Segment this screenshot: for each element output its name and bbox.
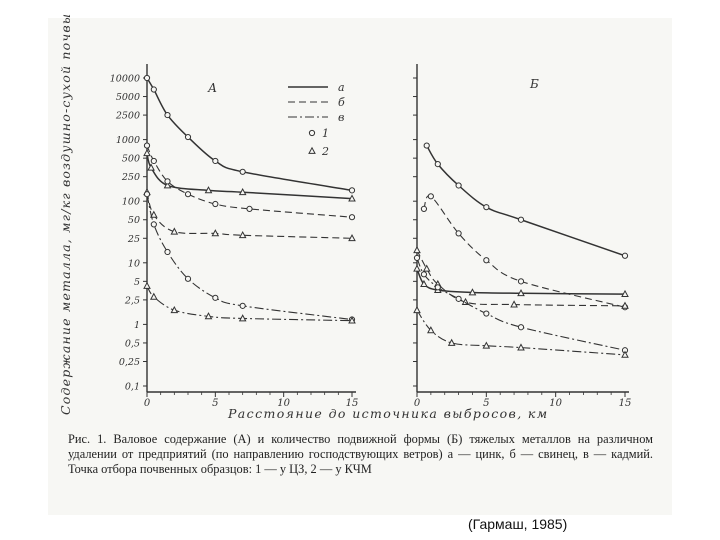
panel-0-series-b-1-point [165,179,170,184]
panel-0-series-a-2-line [147,153,352,198]
panel-0-series-a-1-point [349,188,354,193]
panel-1-series-v-1-point [518,325,523,330]
panel-1-series-a-1-point [484,205,489,210]
panel-0-y-tick-label-9: 10 [127,258,140,270]
panel-1-series-a-1-point [435,162,440,167]
panel-0-series-b-1-point [247,206,252,211]
panel-0-series-v-1-point [213,295,218,300]
panel-0-y-tick-label-10: 5 [133,276,140,288]
panel-1-series-a-1-line [427,146,625,256]
panel-0-series-v-2-line [147,286,352,321]
panel-1-x-tick-label-1: 5 [483,398,490,409]
panel-0-y-tick-label-2: 2500 [115,110,140,122]
panel-0-y-tick-label-4: 500 [121,153,140,165]
panel-1-series-b-1-line [424,196,625,308]
panel-0-series-v-2-point [151,294,157,300]
panel-0-series-v-1-point [151,222,156,227]
panel-0-y-tick-label-6: 100 [121,196,140,208]
panel-0-y-tick-label-8: 25 [127,233,140,245]
panel-0-series-a-1-point [144,75,149,80]
panel-1-series-a-1-point [622,253,627,258]
panel-0-x-tick-label-2: 10 [277,398,291,409]
panel-0-y-tick-label-1: 5000 [115,92,140,104]
panel-1-series-b-1-point [484,258,489,263]
source-citation: (Гармаш, 1985) [468,516,568,532]
panel-1-series-v-1-point [456,296,461,301]
panel-1-series-a-1-point [456,183,461,188]
panel-1-series-v-1-point [435,285,440,290]
panel-0-series-a-1-point [151,87,156,92]
legend-marker-2 [309,148,315,154]
panel-0-series-a-1-point [165,112,170,117]
panel-0-series-v-2-point [144,283,150,289]
panel-0-series-b-1-point [213,201,218,206]
panel-1-series-b-1-point [456,231,461,236]
panel-1-series-v-1-point [484,311,489,316]
panel-1-series-b-2-point [424,266,430,272]
panel-0-y-tick-label-14: 0,25 [118,356,140,368]
legend-marker-1 [309,130,314,135]
panel-1-x-tick-label-0: 0 [413,398,421,409]
x-axis-label: Расстояние до источника выбросов, км [228,406,549,421]
panel-0-label: А [208,81,218,95]
panel-0-y-tick-label-5: 250 [121,172,140,184]
panel-1-series-b-2-line [417,250,625,306]
panel-0-series-v-1-point [144,192,149,197]
legend-marker-label-2: 2 [322,145,329,158]
panel-0-series-v-1-line [147,194,352,319]
panel-0-y-tick-label-0: 10000 [109,73,140,85]
panel-1-series-b-2-point [414,247,420,253]
panel-1-series-v-2-point [414,307,420,313]
panel-0-series-a-1-point [213,158,218,163]
panel-0-series-b-1-point [144,143,149,148]
panel-0-y-tick-label-3: 1000 [115,135,140,147]
panel-1-series-b-1-point [428,194,433,199]
panel-0-x-tick-label-3: 15 [345,398,359,409]
panel-0-series-v-1-point [240,303,245,308]
figure-caption-text: Рис. 1. Валовое содержание (А) и количество подвижной формы (Б) тяжелых металлов на различном удалении от предприятий (по направлению господствующих ветров) а — цинк, б — свинец, в — кадмий. Точка отбора почвенных образцов: 1 — у ЦЗ, 2 — у КЧМ [68,432,653,476]
panel-0-x-tick-label-0: 0 [143,398,151,409]
panel-0-series-v-1-point [185,276,190,281]
panel-1-x-tick-label-3: 15 [618,398,632,409]
panel-0-y-tick-label-15: 0,1 [124,381,140,393]
panel-0-x-tick-label-1: 5 [212,398,219,409]
legend-label-a: а [338,81,345,94]
panel-0-series-b-1-point [349,215,354,220]
panel-1-series-v-1-line [417,258,625,350]
panel-0-series-b-1-point [151,158,156,163]
figure-caption [68,432,653,477]
panel-0-y-tick-label-13: 0,5 [124,338,140,350]
panel-0-series-v-1-point [165,249,170,254]
panel-0-series-a-1-point [240,169,245,174]
legend-marker-label-1: 1 [322,127,329,140]
panel-1-series-v-1-point [421,272,426,277]
panel-1-series-a-1-point [424,143,429,148]
panel-0-y-tick-label-11: 2,5 [124,295,140,307]
panel-0-y-tick-label-12: 1 [133,319,140,331]
panel-0-y-tick-label-7: 50 [127,215,140,227]
panel-1-series-a-2-point [414,266,420,272]
panel-1-series-b-1-point [421,206,426,211]
y-axis-label: Содержание металла, мг/кг воздушно-сухой почвы [58,12,73,415]
panel-1-series-a-1-point [518,217,523,222]
panel-1-series-b-1-point [518,279,523,284]
panel-1-series-v-1-point [414,255,419,260]
legend-label-b: б [338,96,345,109]
panel-1-label: Б [530,77,539,91]
panel-0-series-a-2-point [148,164,154,170]
panel-0-series-a-1-point [185,134,190,139]
panel-1-x-tick-label-2: 10 [549,398,563,409]
panel-0-series-b-1-point [185,192,190,197]
legend-label-v: в [338,111,345,124]
y-axis-label-box [52,12,82,420]
